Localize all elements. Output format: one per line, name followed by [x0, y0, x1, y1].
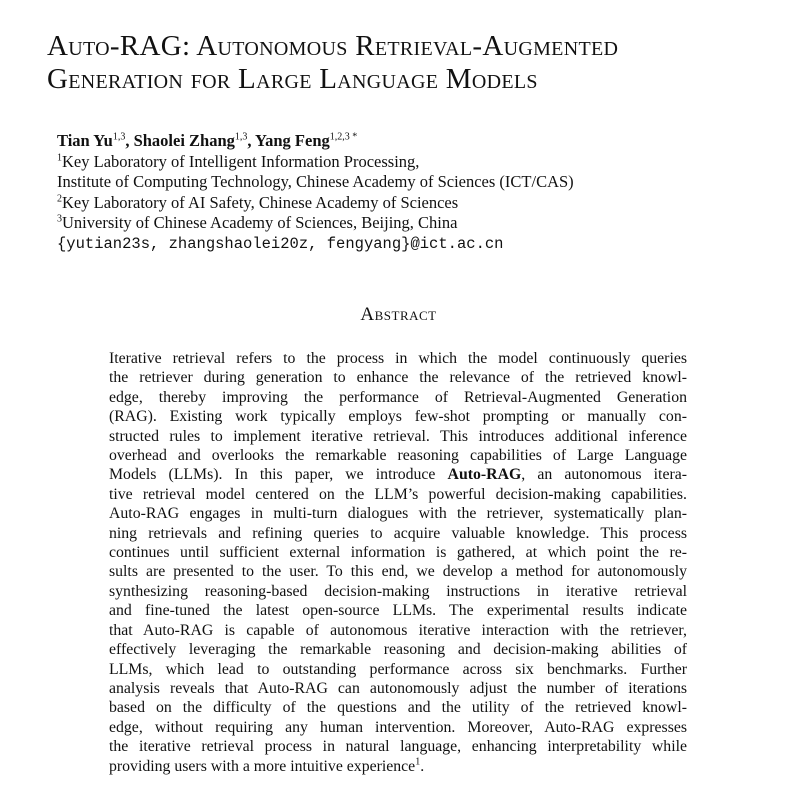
abstract-text: , an autonomous itera-	[521, 466, 687, 484]
abstract-line: analysis reveals that Auto-RAG can autonomously adjust the number of iterations	[109, 679, 687, 697]
author-affiliation-mark: 1,3	[234, 131, 248, 143]
affiliation-number: 2	[57, 193, 62, 204]
author-names	[57, 131, 574, 152]
abstract-line: based on the difficulty of the questions and the utility of the retrieved knowl-	[109, 699, 687, 717]
abstract-text: Models (LLMs). In this paper, we introduce	[109, 466, 448, 484]
abstract-line: synthesizing reasoning-based decision-making instructions in iterative retrieval	[109, 582, 687, 600]
abstract-line: (RAG). Existing work typically employs few-shot prompting or manually con-	[109, 408, 687, 426]
paper-title-line-1: Auto-RAG: Autonomous Retrieval-Augmented	[47, 30, 619, 62]
affiliation-text: Key Laboratory of Intelligent Information Processing,	[62, 151, 420, 171]
abstract-line: effectively leveraging the remarkable reasoning and decision-making abilities of	[109, 641, 687, 659]
affiliation-text: University of Chinese Academy of Sciences, Beijing, China	[62, 213, 458, 232]
abstract-line: continues until sufficient external information is gathered, at which point the re-	[109, 544, 687, 562]
abstract-line	[109, 757, 687, 776]
author-separator: ,	[247, 131, 256, 150]
affiliation-number: 1	[57, 152, 62, 163]
abstract-line: the iterative retrieval process in natural language, enhancing interpretability while	[109, 738, 687, 756]
author-name: Yang Feng	[255, 131, 330, 150]
paper-title-line-2: Generation for Large Language Models	[47, 63, 538, 95]
abstract-line: edge, thereby improving the performance of Retrieval-Augmented Generation	[109, 388, 687, 406]
abstract-heading: Abstract	[360, 304, 437, 325]
author-block	[57, 131, 574, 254]
footnote-marker: 1	[415, 756, 421, 768]
abstract-line: sults are presented to the user. To this end, we develop a method for autonomously	[109, 563, 687, 581]
abstract-line: structed rules to implement iterative retrieval. This introduces additional inference	[109, 427, 687, 445]
abstract-line: Iterative retrieval refers to the process in which the model continuously queries	[109, 350, 687, 367]
author-name: Tian Yu	[57, 131, 113, 150]
abstract-line: Auto-RAG engages in multi-turn dialogues with the retriever, systematically plan-	[109, 505, 687, 523]
abstract-line: ning retrievals and refining queries to acquire valuable knowledge. This process	[109, 524, 687, 542]
abstract-line: LLMs, which lead to outstanding performance across six benchmarks. Further	[109, 660, 687, 678]
affiliation-number: 3	[57, 213, 62, 225]
abstract-line: tive retrieval model centered on the LLM’s powerful decision-making capabilities.	[109, 485, 687, 503]
abstract-text: .	[420, 757, 425, 775]
abstract-line: that Auto-RAG is capable of autonomous iterative interaction with the retriever,	[109, 621, 687, 639]
abstract-body	[109, 349, 687, 776]
affiliation	[57, 172, 574, 193]
abstract-line: overhead and overlooks the remarkable reasoning capabilities of Large Language	[109, 447, 687, 465]
affiliation	[57, 193, 574, 214]
author-separator: ,	[125, 131, 134, 150]
affiliation	[57, 152, 574, 173]
abstract-line: edge, without requiring any human intervention. Moreover, Auto-RAG expresses	[109, 718, 687, 736]
affiliation	[57, 213, 574, 234]
affiliation-text: Institute of Computing Technology, Chinese Academy of Sciences (ICT/CAS)	[57, 172, 574, 191]
author-emails: {yutian23s, zhangshaolei20z, fengyang}@ict.ac.cn	[57, 234, 504, 253]
abstract-text: providing users with a more intuitive experience	[109, 757, 416, 775]
abstract-line: the retriever during generation to enhance the relevance of the retrieved knowl-	[109, 369, 687, 387]
abstract-line: and fine-tuned the latest open-source LLMs. The experimental results indicate	[109, 602, 687, 620]
method-name: Auto-RAG	[447, 466, 522, 484]
affiliation-text: Key Laboratory of AI Safety, Chinese Academy of Sciences	[62, 192, 459, 212]
author-affiliation-mark: 1,2,3 *	[329, 131, 358, 143]
paper-title	[47, 30, 767, 96]
author-name: Shaolei Zhang	[133, 131, 235, 150]
author-affiliation-mark: 1,3	[112, 131, 126, 143]
abstract-line	[109, 465, 687, 484]
